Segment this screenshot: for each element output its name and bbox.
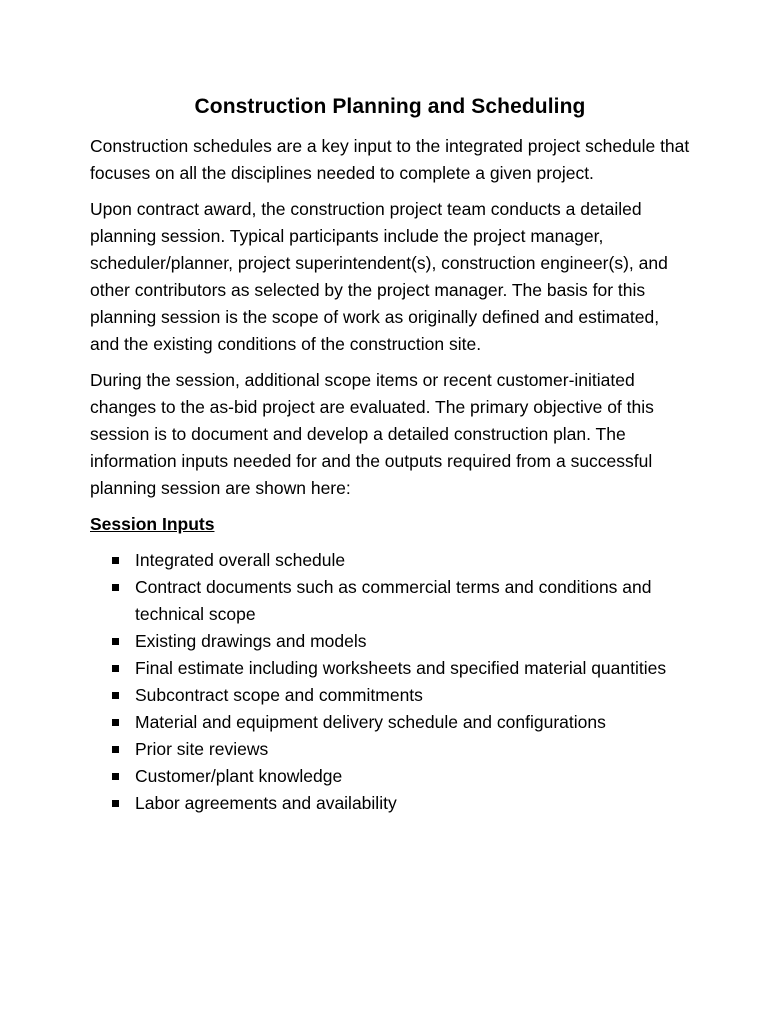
list-item	[135, 682, 690, 709]
list-item	[135, 628, 690, 655]
list-item-text: Labor agreements and availability	[135, 793, 397, 813]
list-item-text: Prior site reviews	[135, 739, 269, 759]
square-bullet-icon	[112, 746, 119, 753]
square-bullet-icon	[112, 719, 119, 726]
square-bullet-icon	[112, 665, 119, 672]
square-bullet-icon	[112, 638, 119, 645]
paragraph-1: Construction schedules are a key input to the integrated project schedule that focuses on all the disciplines needed to complete a given project.	[90, 136, 690, 183]
list-item-text: Existing drawings and models	[135, 631, 367, 651]
paragraph-3: During the session, additional scope items or recent customer-initiated changes to the as-bid project are evaluated. The primary objective of this session is to document and develop a detailed construction plan. The information inputs needed for and the outputs required from a successful planning session are shown here:	[90, 370, 654, 498]
square-bullet-icon	[112, 692, 119, 699]
list-item	[135, 709, 690, 736]
list-item-text: Contract documents such as commercial terms and conditions and technical scope	[135, 577, 652, 624]
list-item	[135, 763, 690, 790]
list-item	[135, 790, 690, 817]
list-item-text: Subcontract scope and commitments	[135, 685, 423, 705]
list-item-text: Customer/plant knowledge	[135, 766, 343, 786]
square-bullet-icon	[112, 773, 119, 780]
list-item	[135, 547, 690, 574]
document-page	[90, 92, 690, 817]
list-item	[135, 655, 690, 682]
square-bullet-icon	[112, 800, 119, 807]
list-item-text: Integrated overall schedule	[135, 550, 346, 570]
list-item-text: Final estimate including worksheets and specified material quantities	[135, 658, 667, 678]
list-item	[135, 574, 690, 628]
section-heading-session-inputs: Session Inputs	[90, 514, 215, 534]
document-title: Construction Planning and Scheduling	[194, 95, 586, 118]
session-inputs-list	[90, 547, 690, 817]
list-item-text: Material and equipment delivery schedule and configurations	[135, 712, 606, 732]
square-bullet-icon	[112, 584, 119, 591]
square-bullet-icon	[112, 557, 119, 564]
paragraph-2: Upon contract award, the construction project team conducts a detailed planning session. Typical participants include the project manager, scheduler/planner, project superintendent(s), construction engineer(s), and other contributors as selected by the project manager. The basis for this planning session is the scope of work as originally defined and estimated, and the existing conditions of the construction site.	[90, 199, 668, 354]
list-item	[135, 736, 690, 763]
